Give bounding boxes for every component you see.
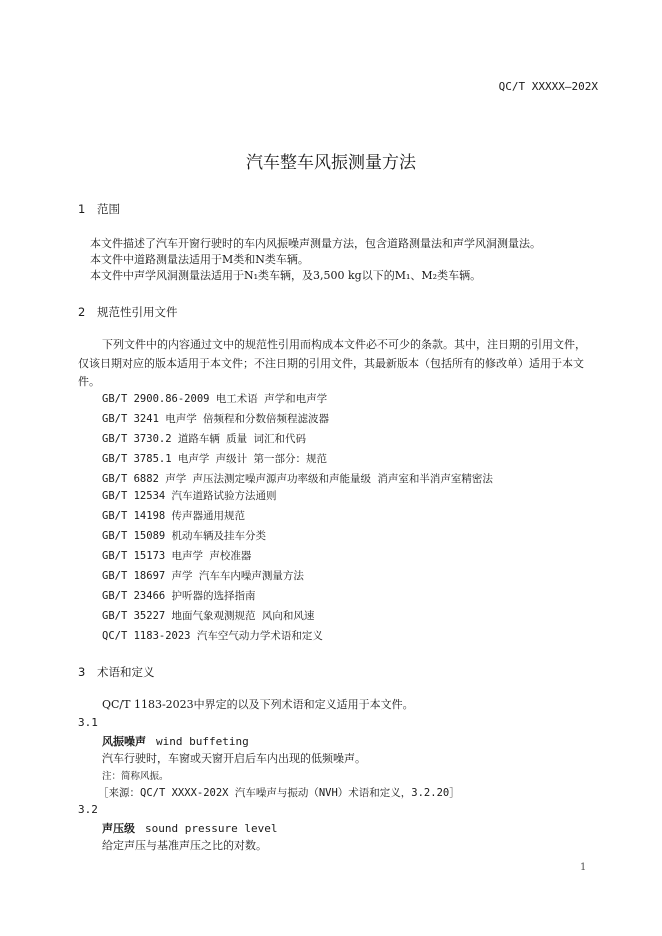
term-chinese: 风振噪声 [102,735,146,748]
reference-item: GB/T 3241 电声学 倍频程和分数倍频程滤波器 [102,413,330,425]
reference-item: GB/T 23466 护听器的选择指南 [102,590,256,602]
term-definition: 给定声压与基准声压之比的对数。 [102,839,267,852]
document-title: 汽车整车风振测量方法 [246,153,416,173]
reference-item: GB/T 2900.86-2009 电工术语 声学和电声学 [102,393,328,405]
term-entry-wind-buffeting [102,733,249,749]
section-number: 1 [78,202,86,216]
reference-item: GB/T 3730.2 道路车辆 质量 词汇和代码 [102,433,307,445]
section-heading-terms-definitions [78,664,155,680]
reference-item: GB/T 15089 机动车辆及挂车分类 [102,530,267,542]
section-heading-normative-references [78,304,178,320]
scope-paragraph-1: 本文件描述了汽车开窗行驶时的车内风振噪声测量方法，包含道路测量法和声学风洞测量法。 [90,237,541,250]
term-entry-sound-pressure-level [102,820,277,836]
term-note: 注：简称风振。 [102,771,169,782]
term-english: wind buffeting [156,735,249,748]
reference-item: GB/T 12534 汽车道路试验方法通则 [102,490,277,502]
section-title: 规范性引用文件 [97,305,178,319]
section-number: 2 [78,305,86,319]
page-number: 1 [580,862,587,873]
section-title: 范围 [97,202,120,216]
section-number: 3 [78,665,86,679]
normative-intro-paragraph: 下列文件中的内容通过文中的规范性引用而构成本文件必不可少的条款。其中，注日期的引用文件，仅该日期对应的版本适用于本文件；不注日期的引用文件，其最新版本（包括所有的修改单）适用于本文件。 [78,338,586,388]
reference-item: GB/T 15173 电声学 声校准器 [102,550,252,562]
reference-item: GB/T 35227 地面气象观测规范 风向和风速 [102,610,315,622]
scope-paragraph-2: 本文件中道路测量法适用于M类和N类车辆。 [90,253,309,266]
reference-item: GB/T 18697 声学 汽车车内噪声测量方法 [102,570,304,582]
term-number: 3.1 [78,716,98,729]
reference-item: GB/T 6882 声学 声压法测定噪声源声功率级和声能量级 消声室和半消声室精密法 [102,473,493,485]
document-code-header: QC/T XXXXX—202X [498,80,598,93]
section-heading-scope [78,201,120,217]
reference-item: GB/T 14198 传声器通用规范 [102,510,246,522]
term-number: 3.2 [78,803,98,816]
scope-paragraph-3: 本文件中声学风洞测量法适用于N₁类车辆，及3,500 kg以下的M₁、M₂类车辆。 [90,269,482,282]
term-chinese: 声压级 [102,822,135,835]
term-definition: 汽车行驶时，车窗或天窗开启后车内出现的低频噪声。 [102,752,366,765]
reference-item: GB/T 3785.1 电声学 声级计 第一部分：规范 [102,453,328,465]
section-title: 术语和定义 [97,665,155,679]
term-source: ［来源：QC/T XXXX-202X 汽车噪声与振动（NVH）术语和定义，3.2.20］ [98,787,460,799]
reference-item: QC/T 1183-2023 汽车空气动力学术语和定义 [102,630,323,642]
terms-intro-paragraph: QC/T 1183-2023中界定的以及下列术语和定义适用于本文件。 [102,698,414,711]
term-english: sound pressure level [145,822,278,835]
